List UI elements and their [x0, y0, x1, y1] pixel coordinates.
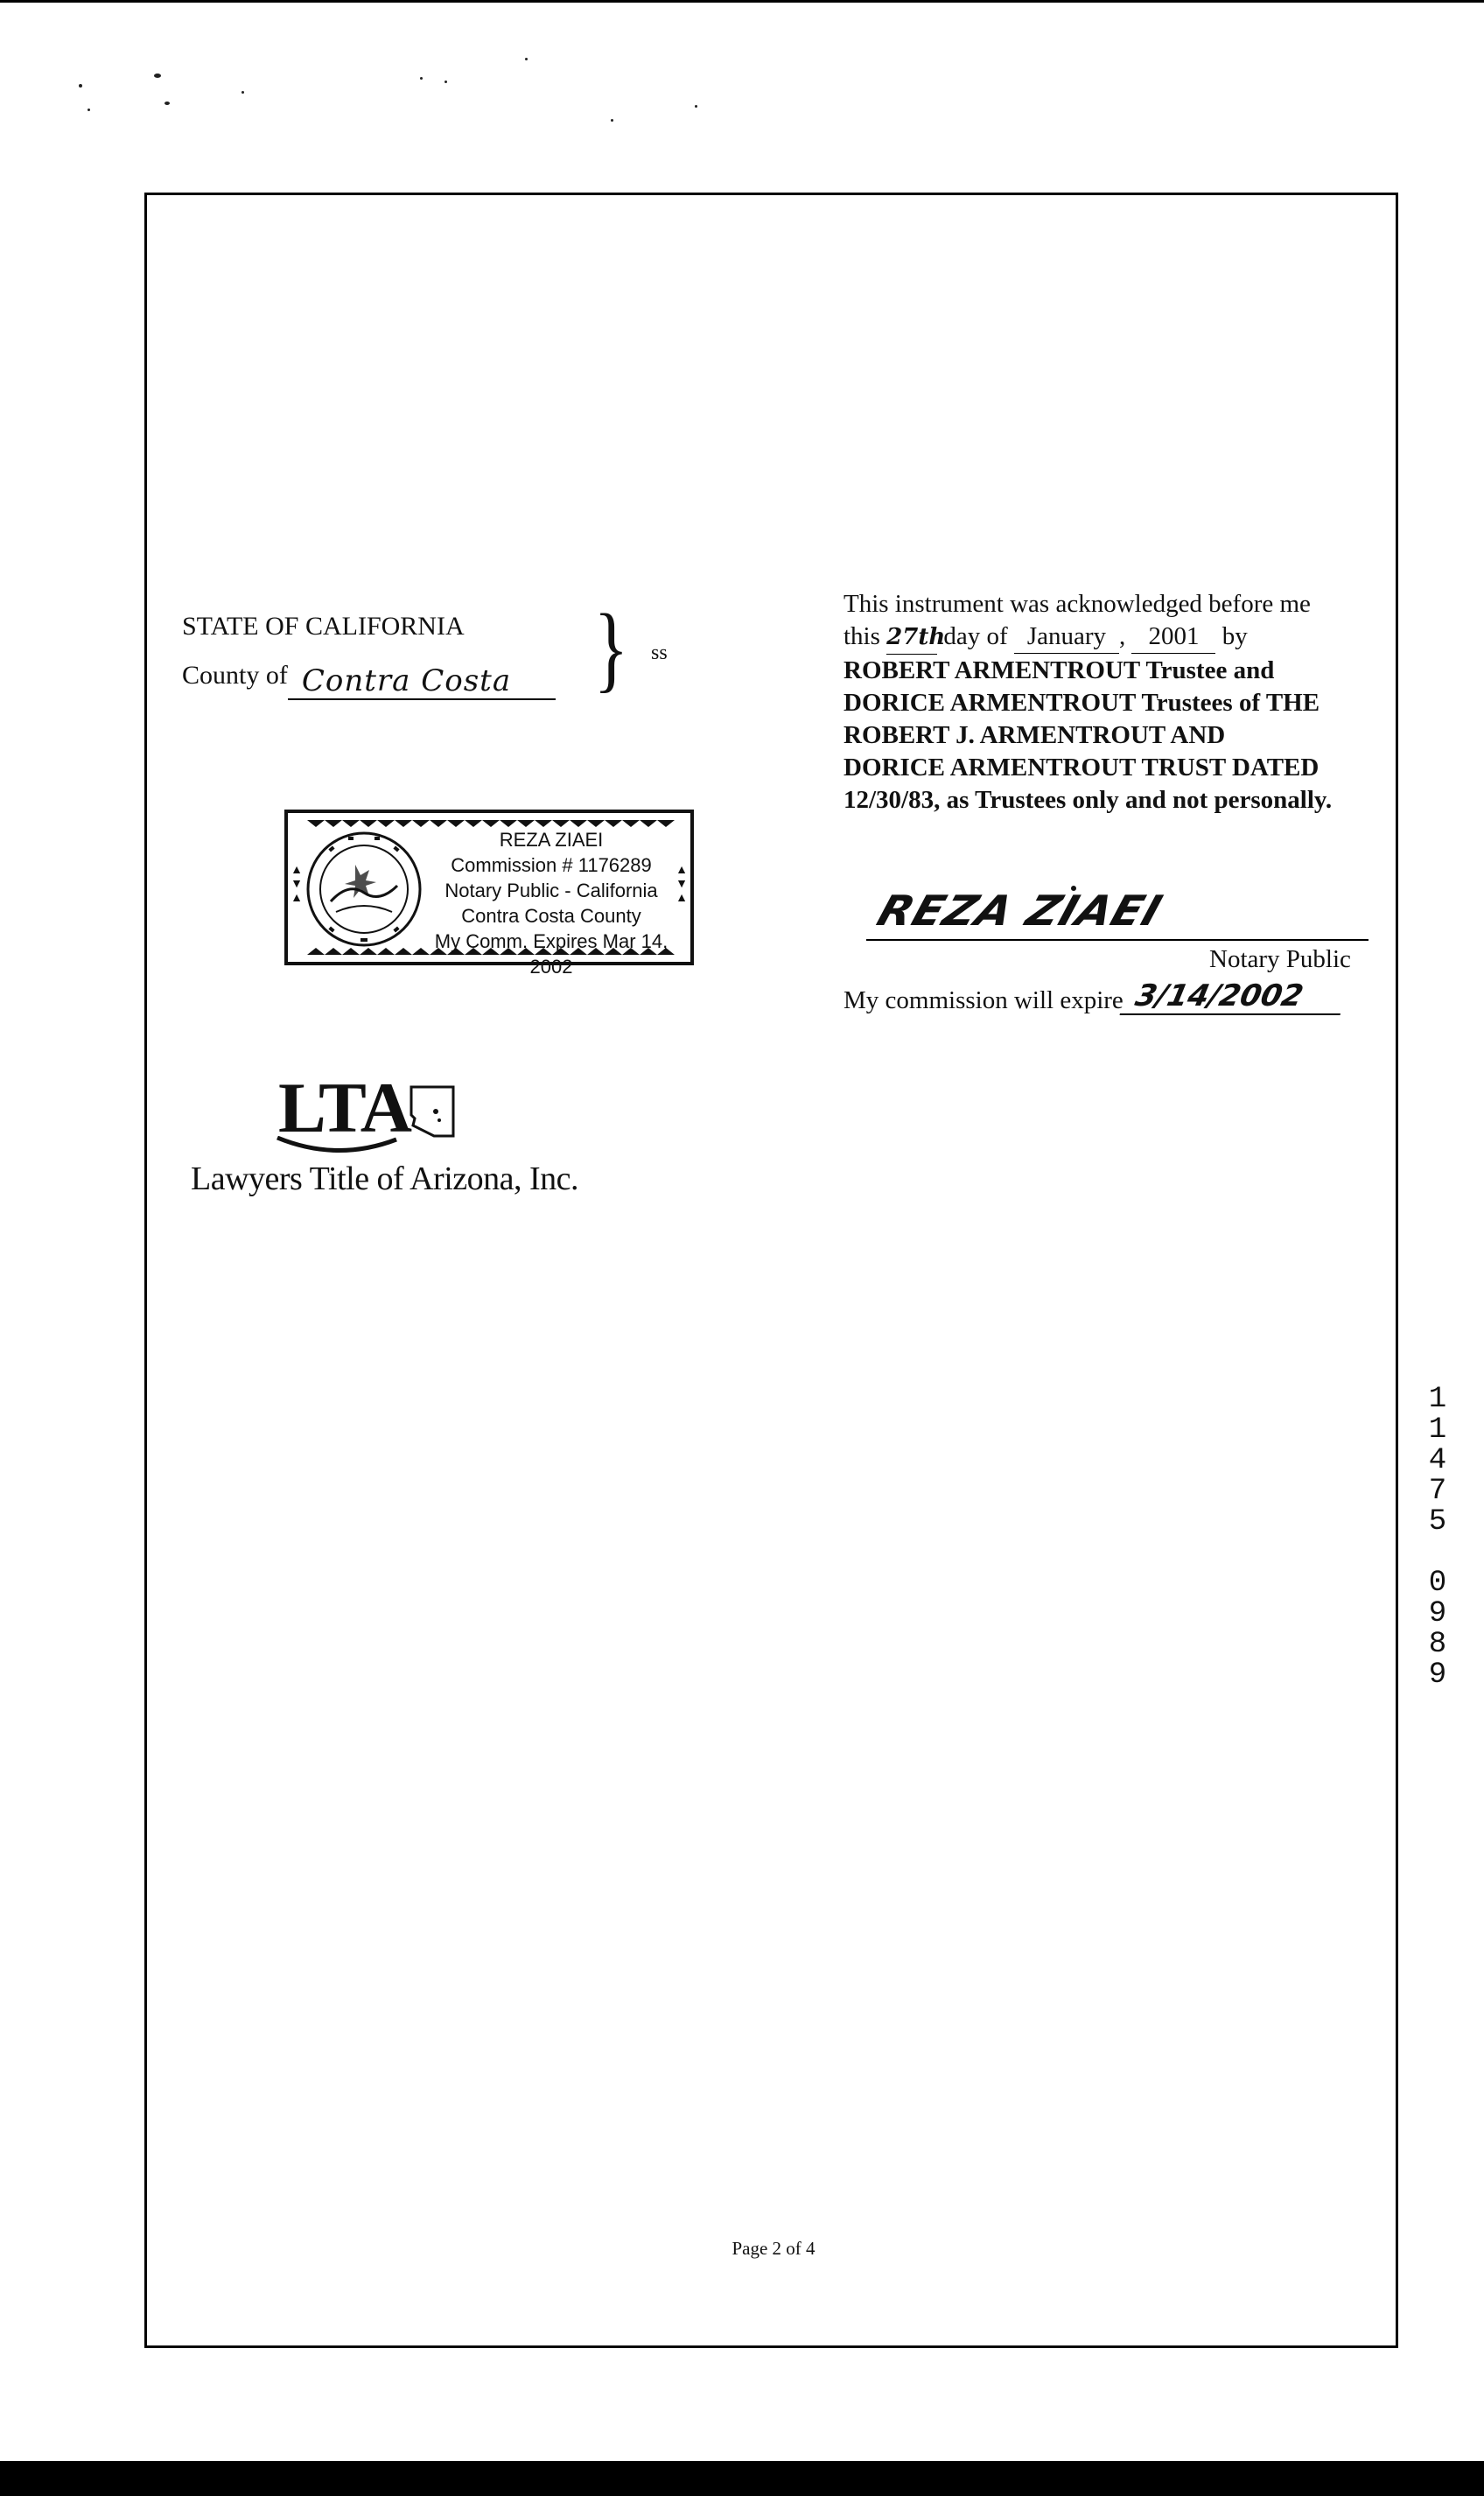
notary-public-label: Notary Public — [1209, 945, 1351, 973]
state-name: CALIFORNIA — [304, 612, 465, 641]
recording-number — [1424, 1385, 1451, 1691]
scan-speck — [154, 74, 161, 78]
expire-label: My commission will expire — [844, 986, 1124, 1014]
logo-swoosh-icon — [276, 1136, 398, 1155]
ack-day: 27th — [886, 621, 937, 655]
acknowledgment-block — [844, 588, 1368, 817]
recording-digit: 1 — [1428, 1383, 1447, 1416]
ack-party-line: DORICE ARMENTROUT TRUST DATED — [844, 754, 1320, 782]
lta-company-name: Lawyers Title of Arizona, Inc. — [191, 1160, 579, 1197]
scan-speck — [420, 77, 423, 80]
state-label: STATE OF — [182, 612, 299, 641]
recording-digit: 9 — [1428, 1658, 1447, 1692]
scan-speck — [695, 105, 697, 108]
scan-speck — [611, 119, 613, 122]
stamp-side-mark-left: ▲▼▲ — [290, 862, 304, 904]
page-number: Page 2 of 4 — [732, 2238, 816, 2259]
ack-this: this — [844, 622, 880, 650]
ack-month: January — [1014, 620, 1119, 654]
venue-block — [182, 602, 556, 700]
recording-digit: 0 — [1428, 1567, 1447, 1600]
scan-top-edge — [0, 0, 1484, 3]
recording-digit: 1 — [1428, 1413, 1447, 1447]
county-label: County of — [182, 661, 288, 690]
recording-digit: 9 — [1428, 1597, 1447, 1630]
county-line — [182, 651, 556, 700]
ack-party-line: ROBERT J. ARMENTROUT AND — [844, 721, 1226, 749]
ack-by: by — [1222, 622, 1248, 650]
ack-line-1: This instrument was acknowledged before me — [844, 590, 1311, 618]
stamp-line: Notary Public - California — [444, 880, 658, 901]
recording-digit: 8 — [1428, 1628, 1447, 1661]
scan-bottom-edge — [0, 2461, 1484, 2496]
scan-speck — [525, 58, 528, 60]
lta-logo-mark: LTA — [278, 1068, 411, 1147]
ack-party-line: ROBERT ARMENTROUT Trustee and — [844, 656, 1275, 684]
recording-digit — [1424, 1538, 1451, 1568]
california-seal-icon — [304, 830, 424, 949]
stamp-text — [411, 827, 691, 979]
scan-speck — [88, 109, 90, 111]
ack-day-of: day of — [943, 622, 1008, 650]
state-line — [182, 602, 556, 651]
commission-expire-line — [844, 978, 1344, 1015]
stamp-line: Contra Costa County — [461, 905, 641, 927]
document-frame — [144, 193, 1398, 2348]
ack-party-line: DORICE ARMENTROUT Trustees of THE — [844, 689, 1320, 717]
ack-year: 2001 — [1131, 620, 1215, 654]
scan-speck — [79, 84, 82, 88]
notary-signature: REZA ZIAEI — [872, 887, 1169, 936]
scan-speck — [444, 81, 447, 83]
signature-line — [866, 939, 1368, 941]
recording-digit: 4 — [1428, 1444, 1447, 1477]
venue-brace: } — [593, 594, 629, 701]
ack-party-line: 12/30/83, as Trustees only and not personally. — [844, 786, 1333, 814]
scan-speck — [242, 91, 244, 94]
stamp-line: REZA ZIAEI — [499, 829, 604, 851]
recording-digit: 5 — [1428, 1505, 1447, 1539]
recording-digit: 7 — [1428, 1475, 1447, 1508]
stamp-side-mark-right: ▲▼▲ — [675, 862, 689, 904]
scan-speck — [164, 102, 170, 105]
arizona-outline-icon — [408, 1083, 457, 1139]
ack-line-2: this 27th day of January , 2001 by — [844, 620, 1368, 655]
stamp-line: My Comm. Expires Mar 14, 2002 — [434, 930, 668, 978]
expire-value: 3/14/2002 — [1119, 978, 1348, 1015]
ss-label: ss — [651, 642, 668, 664]
stamp-line: Commission # 1176289 — [451, 854, 652, 876]
county-value: Contra Costa — [288, 663, 556, 700]
